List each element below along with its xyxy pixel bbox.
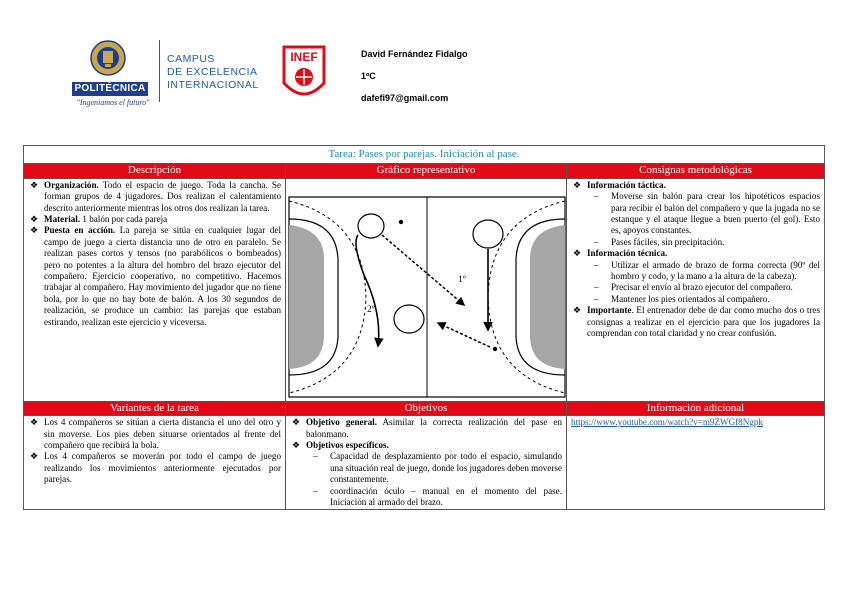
campus-line-2: DE EXCELENCIA (167, 66, 258, 78)
importante-label: Importante (587, 305, 632, 316)
objetivo-especifico-point: – coordinación óculo – manual en el momento del pase. Iniciación al armado del brazo. (330, 486, 562, 509)
tecnica-point: – Mantener los pies orientados al compañero. (611, 294, 820, 305)
campus-excelencia (167, 53, 259, 92)
task-table (23, 145, 825, 510)
campus-line-1: CAMPUS (167, 53, 215, 65)
organizacion-text: Todo el espacio de juego. Toda la cancha. Se forman grupos de 4 jugadores. Dos realizan el calentamiento descrito anteriormente mientras los otros dos realizan la tarea. (44, 179, 281, 213)
consignas-cell (567, 178, 825, 401)
upm-crest-icon (90, 38, 126, 80)
variante-item: ❖ Los 4 compañeros se moverán por todo el campo de juego realizando los movimientos anteriormente ejecutados por parejas. (28, 451, 281, 485)
right-goal-fill (530, 225, 565, 369)
header-objetivos: Objetivos (286, 401, 567, 415)
court-diagram (286, 179, 567, 401)
inef-logo-text: INEF (290, 50, 318, 64)
objetivo-especifico-point: – Capacidad de desplazamiento por todo el espacio, simulando una situación real de juego, donde los jugadores deben moverse constantemente. (330, 451, 562, 485)
header-info-adicional: Información adicional (567, 401, 825, 415)
importante-text: . El entrenador debe de dar como mucho dos o tres consignas a realizar en el ejercicio para que los jugadores la comprendan con total claridad y no crear confusión. (587, 305, 820, 339)
description-cell (24, 178, 286, 401)
material-label: Material. (44, 214, 81, 225)
importante-item (571, 305, 820, 339)
label-second: 2º (367, 304, 375, 315)
campus-line-3: INTERNACIONAL (167, 79, 259, 91)
upm-logo (68, 38, 158, 110)
upm-slogan: "Ingeniamos el futuro" (76, 98, 150, 107)
player-top-left (358, 214, 384, 238)
tecnica-item (571, 248, 820, 305)
header-divider (159, 40, 160, 102)
upm-name: POLITÉCNICA (72, 82, 148, 96)
ball-bottom-right (493, 347, 497, 351)
organizacion-label: Organización. (44, 179, 99, 190)
tecnica-point: – Precisar el envío al brazo ejecutor del compañero. (611, 282, 820, 293)
material-item (28, 214, 281, 225)
task-title: Tarea: Pases por parejas. Iniciación al pase. (24, 146, 825, 164)
header-consignas: Consignas metodológicas (567, 164, 825, 178)
objetivos-especificos-label: Objetivos específicos. (306, 440, 389, 451)
author-group: 1ºC (361, 71, 376, 81)
ball-top-left (399, 220, 403, 224)
tactica-label: Información táctica. (587, 179, 666, 190)
variantes-cell (24, 416, 286, 510)
objetivos-especificos-item (290, 440, 562, 508)
puesta-en-accion-label: Puesta en acción. (44, 225, 116, 236)
header-grafico: Gráfico representativo (286, 164, 567, 178)
left-goal-fill (289, 225, 324, 369)
graphic-cell (286, 178, 567, 401)
material-text: 1 balón por cada pareja (80, 214, 168, 225)
header-descripcion: Descripción (24, 164, 286, 178)
author-email: dafefi97@gmail.com (361, 93, 449, 103)
organizacion-item (28, 180, 281, 214)
author-info (361, 43, 468, 109)
player-top-right (473, 220, 503, 248)
tactica-point: – Moverse sin balón para crear los hipotéticos espacios para recibir el balón del compañero y que la jugada no se estanque y el ataque llegue a buen puerto (el gol). Esto es, apoyos constantes. (611, 191, 820, 237)
label-first: 1º (458, 274, 466, 285)
objetivo-general-label: Objetivo general. (306, 417, 377, 428)
inef-logo (282, 45, 326, 103)
tactica-item (571, 180, 820, 248)
author-name: David Fernández Fidalgo (361, 49, 468, 59)
puesta-en-accion-item (28, 225, 281, 328)
player-middle (394, 305, 424, 333)
tactica-point: – Pases fáciles, sin precipitación. (611, 237, 820, 248)
tecnica-point: – Utilizar el armado de brazo de forma correcta (90º del hombro y codo, y la mano a la altura de la cabeza). (611, 260, 820, 283)
youtube-link[interactable]: https://www.youtube.com/watch?v=m9ZWGf8Ngpk (571, 417, 763, 428)
objetivo-general-text: Asimilar la correcta realización del pase en balonmano. (306, 417, 562, 439)
objetivo-general-item (290, 417, 562, 440)
info-adicional-cell (567, 416, 825, 510)
tecnica-label: Información técnica. (587, 248, 668, 259)
puesta-en-accion-text: La pareja se sitúa en cualquier lugar del campo de juego a cierta distancia uno de otro en paralelo. Se realizan pases cortos y tensos (no parabólicos o bombeados) pero no potentes a la altura del hombro del brazo ejecutor del compañero. Ejercicio cooperativo, no competitivo. Hacemos trabajar al compañero. Hay movimiento del jugador que no tiene bola, por lo que no hay bote de balón. A los 30 segundos de realización, se produce un cambio: las parejas que estaban estirando, realizan este ejercicio y viceversa. (44, 225, 281, 327)
variante-item: ❖ Los 4 compañeros se sitúan a cierta distancia el uno del otro y sin moverse. Los pies deben situarse orientados al frente del compañero que recibirá la bola. (28, 417, 281, 451)
objetivos-cell (286, 416, 567, 510)
header-variantes: Variantes de la tarea (24, 401, 286, 415)
